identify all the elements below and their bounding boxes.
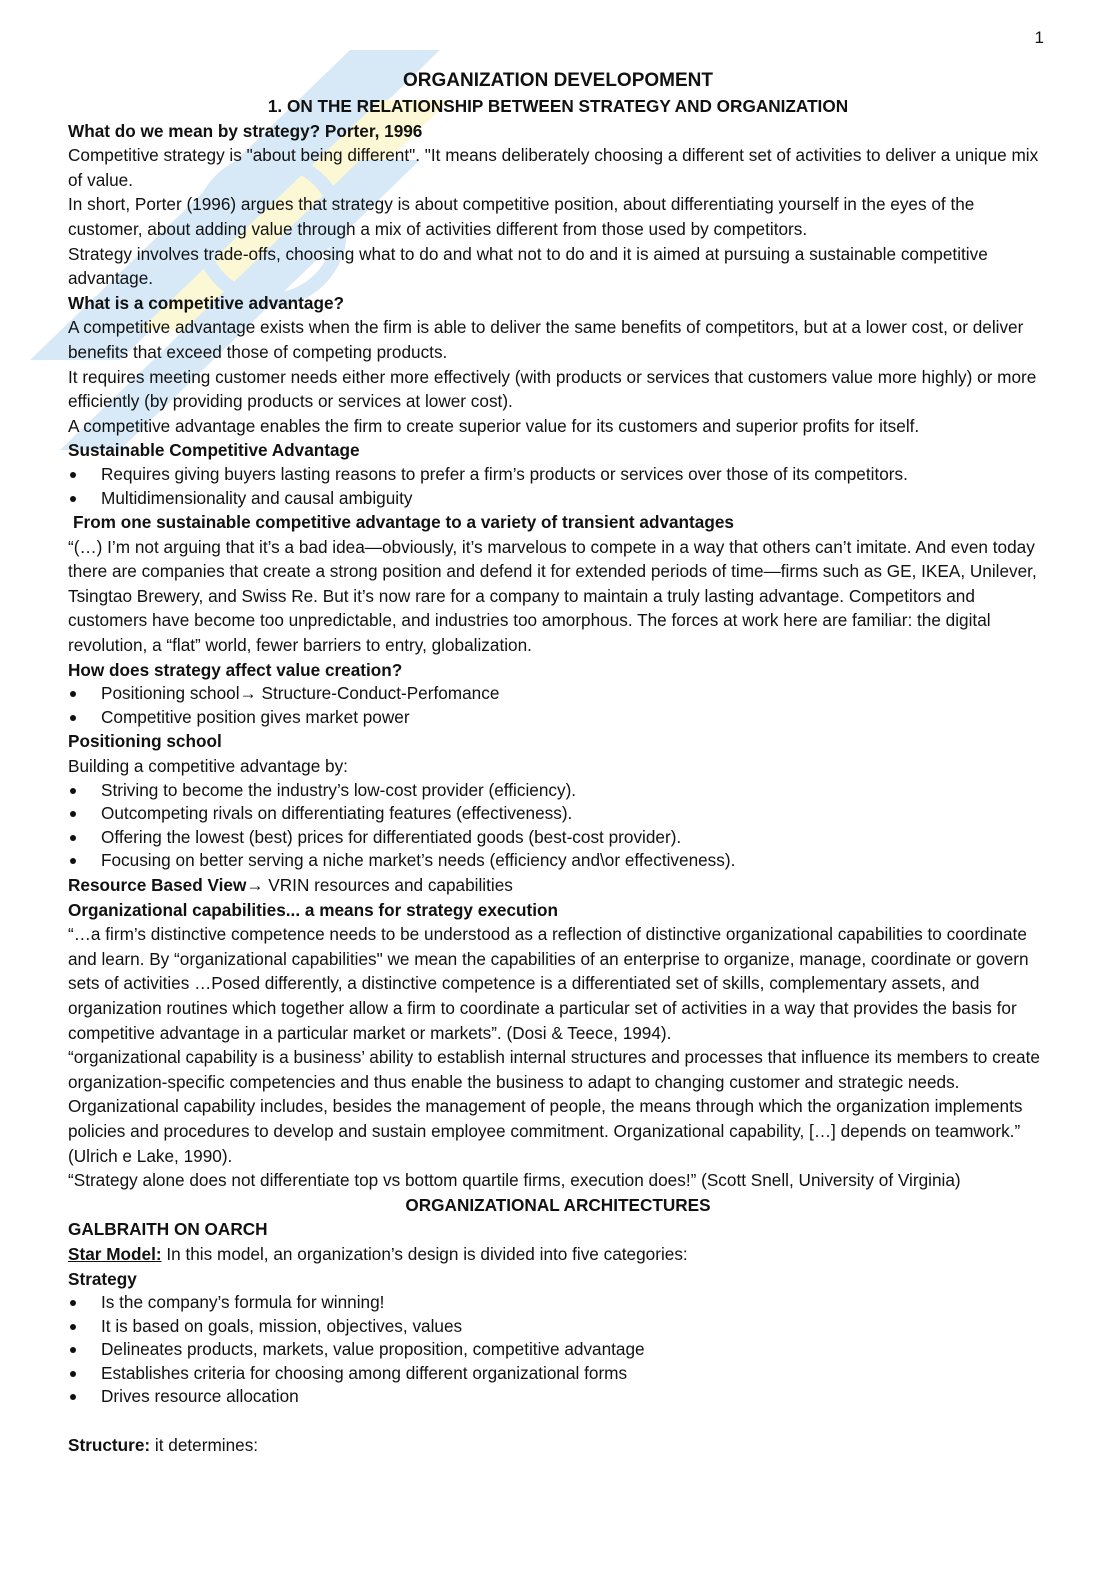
star-model-text: In this model, an organization’s design is divided into five categories: (161, 1243, 688, 1264)
heading-transient-advantages: From one sustainable competitive advantage to a variety of transient advantages (73, 512, 734, 533)
list-item: Competitive position gives market power (68, 706, 1048, 730)
star-model-label: Star Model: (68, 1243, 162, 1264)
bullet-list (68, 463, 1048, 510)
paragraph: “…a firm’s distinctive competence needs to be understood as a reflection of distinctive organizational capabilities to coordinate and learn. By “organizational capabilities" we mean the capabilities of an enterprise to organize, manage, coordinate or govern sets of activities …Posed differently, a distinctive competence is a differentiated set of skills, complementary assets, and organization routines which together allow a firm to coordinate a particular set of activities in a way that provides the basis for competitive advantage in a particular market or markets”. (Dosi & Teece, 1994). (68, 924, 1029, 1043)
paragraph: A competitive advantage enables the firm to create superior value for its customers and superior profits for itself. (68, 415, 920, 436)
rbv-text: VRIN resources and capabilities (263, 875, 513, 895)
paragraph: A competitive advantage exists when the firm is able to deliver the same benefits of competitors, but at a lower cost, or deliver benefits that exceed those of competing products. (68, 317, 1024, 362)
heading-positioning-school: Positioning school (68, 731, 222, 752)
list-item: Establishes criteria for choosing among different organizational forms (68, 1362, 1048, 1386)
arrow-right-icon: → (246, 875, 264, 895)
paragraph: “organizational capability is a business’ ability to establish internal structures and processes that influence its members to create organization-specific competencies and thus enable the business to adapt to changing customer and strategic needs. Organizational capability includes, besides the management of people, the means through which the organization implements policies and procedures to develop and sustain employee commitment. Organizational capability, […] depends on teamwork.” (Ulrich e Lake, 1990). (68, 1047, 1040, 1166)
structure-label: Structure: (68, 1435, 151, 1456)
list-item: Delineates products, markets, value proposition, competitive advantage (68, 1338, 1048, 1362)
list-item-text: Positioning school (101, 683, 240, 704)
list-item: Multidimensionality and causal ambiguity (68, 487, 1048, 511)
paragraph: Strategy involves trade-offs, choosing what to do and what not to do and it is aimed at pursuing a sustainable competitive advantage. (68, 243, 988, 289)
list-item-text: Structure-Conduct-Perfomance (256, 683, 500, 704)
heading-strategy: Strategy (68, 1268, 137, 1289)
page-number: 1 (1034, 28, 1044, 47)
list-item: Drives resource allocation (68, 1385, 1048, 1409)
heading-sustainable-advantage: Sustainable Competitive Advantage (68, 440, 360, 461)
star-model-line (68, 1242, 1048, 1267)
document-title: ORGANIZATION DEVELOPOMENT (403, 70, 713, 91)
heading-value-creation: How does strategy affect value creation? (68, 659, 403, 680)
list-item: Is the company’s formula for winning! (68, 1291, 1048, 1315)
bullet-list (68, 779, 1048, 873)
paragraph: It requires meeting customer needs either more effectively (with products or services that customers value more highly) or more efficiently (by providing products or services at lower cost). (68, 366, 1037, 412)
heading-galbraith: GALBRAITH ON OARCH (68, 1219, 268, 1240)
bullet-list (68, 682, 1048, 729)
structure-text: it determines: (150, 1435, 259, 1456)
list-item: Outcompeting rivals on differentiating features (effectiveness). (68, 802, 1048, 826)
list-item: It is based on goals, mission, objectives, values (68, 1315, 1048, 1339)
list-item (68, 682, 1048, 706)
paragraph: “(…) I’m not arguing that it’s a bad idea—obviously, it’s marvelous to compete in a way that others can’t imitate. And even today there are companies that create a strong position and defend it for extended periods of time—firms such as GE, IKEA, Unilever, Tsingtao Brewery, and Swiss Re. But it’s now rare for a company to maintain a truly lasting advantage. Competitors and customers have become too unpredictable, and industries too amorphous. The forces at work here are familiar: the digital revolution, a “flat” world, fewer barriers to entry, globalization. (68, 536, 1037, 656)
bullet-list (68, 1291, 1048, 1409)
list-item: Focusing on better serving a niche market’s needs (efficiency and\or effectiveness). (68, 849, 1048, 873)
paragraph: “Strategy alone does not differentiate top vs bottom quartile firms, execution does!” (Scott Snell, University of Virginia) (68, 1170, 961, 1191)
rbv-label: Resource Based View (68, 875, 247, 895)
document-body (68, 68, 1048, 1458)
heading-competitive-advantage: What is a competitive advantage? (68, 292, 345, 313)
chapter-title: 1. ON THE RELATIONSHIP BETWEEN STRATEGY AND ORGANIZATION (267, 96, 849, 116)
arrow-right-icon: → (239, 683, 257, 704)
section-title: ORGANIZATIONAL ARCHITECTURES (405, 1194, 711, 1215)
heading-organizational-capabilities: Organizational capabilities... a means for strategy execution (68, 899, 558, 920)
paragraph: Competitive strategy is "about being different". "It means deliberately choosing a different set of activities to deliver a unique mix of value. (68, 145, 1039, 190)
list-item: Striving to become the industry’s low-cost provider (efficiency). (68, 779, 1048, 803)
list-item: Requires giving buyers lasting reasons to prefer a firm’s products or services over those of its competitors. (68, 463, 1048, 487)
heading-strategy-porter: What do we mean by strategy? Porter, 1996 (68, 120, 423, 141)
list-item: Offering the lowest (best) prices for differentiated goods (best-cost provider). (68, 826, 1048, 850)
paragraph: In short, Porter (1996) argues that strategy is about competitive position, about differentiating yourself in the eyes of the customer, about adding value through a mix of activities different from those used by competitors. (68, 194, 975, 239)
resource-based-view-line (68, 873, 1048, 898)
structure-line (68, 1433, 1048, 1458)
paragraph: Building a competitive advantage by: (68, 756, 348, 777)
